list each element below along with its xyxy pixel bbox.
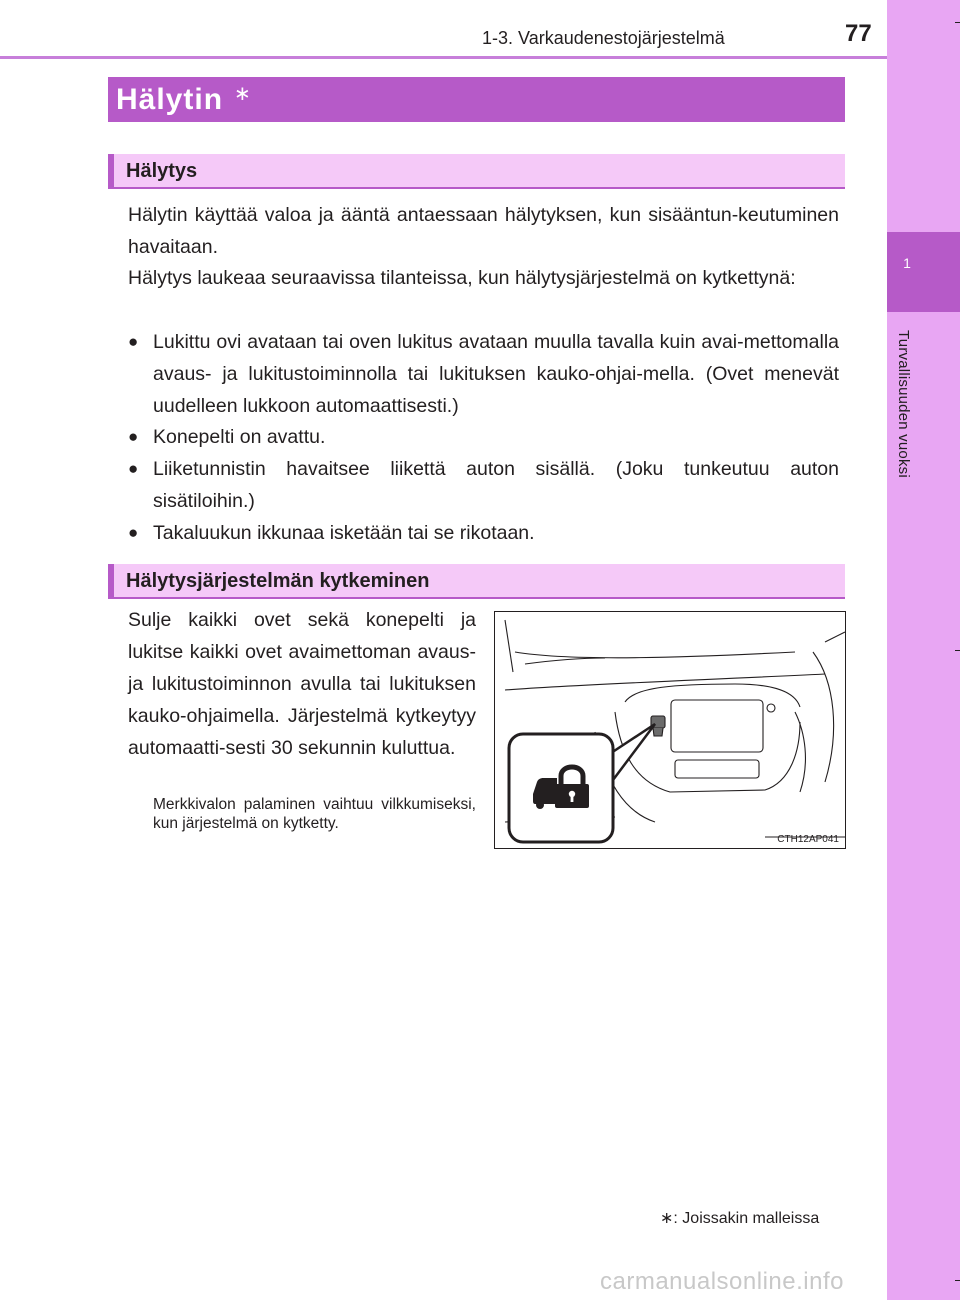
bullet-icon: ● [128,332,139,351]
chapter-number: 1 [903,255,911,271]
paragraph-intro: Hälytin käyttää valoa ja ääntä antaessaan hälytyksen, kun sisääntun-keutuminen havaitaan. [128,204,839,258]
dashboard-drawing [495,612,846,849]
section-header-title: 1-3. Varkaudenestojärjestelmä [482,28,725,48]
list-item-text: Lukittu ovi avataan tai oven lukitus avataan muulla tavalla kuin avai-mettomalla avaus- ja lukitustoiminnolla tai lukituksen kauko-ohjai-mella. (Ovet menevät uudelleen lukkoon automaattisesti.) [153,331,839,417]
section-heading-text: Hälytysjärjestelmän kytkeminen [126,570,430,592]
watermark: carmanualsonline.info [600,1268,844,1295]
paragraph-arming: Sulje kaikki ovet sekä konepelti ja lukitse kaikki ovet avaimettoman avaus- ja lukitustoiminnon avulla tai lukituksen kauko-ohjaimella. Järjestelmä kytkeytyy automaatti-sesti 30 sekunnin kuluttua. [128,609,476,759]
chapter-side-tab [887,0,960,1300]
figure-code: CTH12AP041 [777,834,839,845]
bullet-icon: ● [128,459,139,478]
crop-mark [955,650,960,651]
page-title-bar [108,77,845,122]
list-item-text: Liiketunnistin havaitsee liikettä auton sisällä. (Joku tunkeutuu auton sisätiloihin.) [153,458,839,512]
crop-mark [955,22,960,23]
list-item-text: Takaluukun ikkunaa isketään tai se rikotaan. [153,522,535,544]
note-text: Merkkivalon palaminen vaihtuu vilkkumiseksi, kun järjestelmä on kytketty. [153,796,476,832]
bullet-icon: ● [128,523,139,542]
list-item [128,421,839,453]
section-heading-text: Hälytys [126,160,198,182]
list-item [128,326,839,422]
crop-mark [955,1280,960,1281]
page-number: 77 [845,20,872,47]
footnote: ∗: Joissakin malleissa [660,1210,820,1227]
chapter-tab-active [887,232,960,312]
header-divider [0,56,887,59]
paragraph-trigger: Hälytys laukeaa seuraavissa tilanteissa, kun hälytysjärjestelmä on kytkettynä: [128,267,796,289]
list-item [128,517,839,549]
title-footnote-marker: ∗ [234,83,251,105]
list-item-text: Konepelti on avattu. [153,426,326,448]
page-title: Hälytin [116,83,224,116]
chapter-title: Turvallisuuden vuoksi [895,330,912,478]
list-item [128,453,839,517]
dashboard-illustration [494,611,846,849]
bullet-icon: ● [128,427,139,446]
section-heading-halytys [108,154,845,189]
section-heading-kytkeminen [108,564,845,599]
